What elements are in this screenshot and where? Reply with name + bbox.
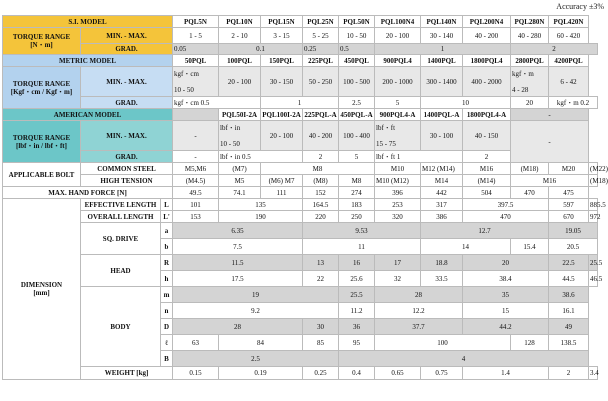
force-cell: 396	[375, 187, 421, 199]
dim-cell: 17.5	[173, 271, 303, 287]
force-cell: 152	[303, 187, 339, 199]
range-cell: 300 - 1400	[421, 67, 463, 97]
bolt-value: (M12)	[391, 176, 409, 185]
overall-length-label: OVERALL LENGTH	[81, 211, 161, 223]
force-cell: 74.1	[219, 187, 261, 199]
dim-cell: 4	[339, 351, 589, 367]
dim-cell: 30	[303, 319, 339, 335]
bolt-value: M10	[376, 176, 390, 185]
bolt-cell: (M18)	[511, 163, 549, 175]
bolt-cell: M8	[261, 163, 375, 175]
range-cell: 10 - 50	[339, 28, 375, 44]
high-tension-label: HIGH TENSION	[81, 175, 173, 187]
dim-cell: 85	[303, 335, 339, 351]
weight-cell: 0.65	[375, 367, 421, 380]
model-cell: PQL100N4	[375, 16, 421, 28]
range-cell	[173, 67, 219, 97]
metric-grad-label: GRAD.	[81, 97, 173, 109]
dim-cell: 2.5	[173, 351, 339, 367]
effective-length-label: EFFECTIVE LENGTH	[81, 199, 161, 211]
range-cell: 30 - 150	[261, 67, 303, 97]
weight-cell: 0.15	[173, 367, 219, 380]
symbol-cell: ℓ	[161, 335, 173, 351]
dim-cell: 885.5	[590, 200, 606, 209]
dim-cell: 46.5	[589, 271, 598, 287]
unit-label: kgf・cm	[174, 69, 199, 78]
metric-minmax-label: MIN. - MAX.	[81, 67, 173, 97]
spec-table	[2, 15, 608, 380]
range-value: 15 - 75	[376, 139, 396, 148]
hand-force-label: MAX. HAND FORCE [N]	[3, 187, 173, 199]
common-steel-label: COMMON STEEL	[81, 163, 173, 175]
dim-cell: 972	[590, 212, 601, 221]
range-cell: 5 - 25	[303, 28, 339, 44]
symbol-cell: n	[161, 303, 173, 319]
grad-cell: 2	[463, 151, 511, 163]
model-cell: 450PQL	[339, 55, 375, 67]
dim-cell: 14	[421, 239, 511, 255]
model-cell: PQL15N	[261, 16, 303, 28]
range-cell: 30 - 140	[421, 28, 463, 44]
grad-cell: kgf・m 0.2	[549, 97, 598, 109]
range-cell	[219, 121, 261, 151]
model-cell: PQL100I-2A	[262, 110, 301, 119]
dimension-label: DIMENSION [mm]	[3, 199, 81, 380]
grad-cell: 0.25	[303, 44, 339, 55]
dim-cell: 35	[463, 287, 549, 303]
grad-cell: 1	[375, 44, 511, 55]
bolt-cell: M14	[421, 175, 463, 187]
range-cell: 2 - 10	[219, 28, 261, 44]
symbol-cell: D	[161, 319, 173, 335]
dim-cell: 32	[375, 271, 421, 287]
range-cell	[375, 121, 421, 151]
grad-cell: 1	[261, 97, 339, 109]
dim-cell: 101	[173, 199, 219, 211]
symbol-cell: h	[161, 271, 173, 287]
dim-cell: 386	[421, 211, 463, 223]
dim-cell: 28	[173, 319, 303, 335]
range-cell: 40 - 200	[303, 121, 339, 151]
dim-cell: 20.5	[549, 239, 598, 255]
symbol-cell: L	[161, 199, 173, 211]
grad-cell: lbf・in 0.5	[219, 151, 303, 163]
symbol-cell: m	[161, 287, 173, 303]
range-cell: 60 - 420	[549, 28, 589, 44]
dim-cell: 19	[173, 287, 339, 303]
model-cell: 1400PQL	[421, 55, 463, 67]
weight-cell: 0.19	[219, 367, 303, 380]
accuracy-note: Accuracy ±3%	[556, 2, 604, 11]
dim-cell: 253	[375, 199, 421, 211]
dim-cell: 670	[549, 211, 589, 223]
bolt-value: M12	[422, 164, 436, 173]
bolt-cell: (M4.5)	[173, 175, 219, 187]
dim-cell: 28	[375, 287, 463, 303]
grad-cell: 5	[375, 97, 421, 109]
dim-cell: 7.5	[173, 239, 303, 255]
dim-cell: 33.5	[421, 271, 463, 287]
model-cell: 225PQL	[303, 55, 339, 67]
grad-cell: lbf・ft 1	[375, 151, 463, 163]
weight-cell: 0.25	[303, 367, 339, 380]
range-cell: 20 - 100	[375, 28, 421, 44]
force-cell: 475	[549, 187, 589, 199]
grad-cell: -	[173, 151, 219, 163]
model-cell: 225PQL-A	[304, 110, 337, 119]
bolt-cell: M5	[219, 175, 261, 187]
dim-cell: 190	[219, 211, 303, 223]
dim-cell: 135	[219, 199, 303, 211]
bolt-cell: M16	[511, 175, 589, 187]
force-cell: 49.5	[173, 187, 219, 199]
range-cell: 200 - 1000	[375, 67, 421, 97]
dim-cell: 220	[303, 211, 339, 223]
grad-cell: 2.5	[339, 97, 375, 109]
dim-cell: 183	[339, 199, 375, 211]
model-cell: 1400PQL-A	[421, 109, 463, 121]
bolt-cell: M8	[339, 175, 375, 187]
force-cell: 504	[463, 187, 511, 199]
dim-cell: 470	[463, 211, 549, 223]
bolt-value: (M6)	[268, 176, 283, 185]
american-minmax-label: MIN. - MAX.	[81, 121, 173, 151]
symbol-cell: R	[161, 255, 173, 271]
metric-model-label: METRIC MODEL	[3, 55, 173, 67]
force-cell: 442	[421, 187, 463, 199]
dim-cell: 16.1	[549, 303, 589, 319]
sq-drive-label: SQ. DRIVE	[81, 223, 161, 255]
model-cell: 100PQL	[219, 55, 261, 67]
model-cell: 900PQL4	[375, 55, 421, 67]
dim-cell: 17	[375, 255, 421, 271]
model-cell: 2800PQL	[511, 55, 549, 67]
metric-range-label: TORQUE RANGE [Kgf・cm / Kgf・m]	[3, 67, 81, 109]
model-cell: 900PQL4-A	[375, 109, 421, 121]
model-cell: PQL50N	[339, 16, 375, 28]
unit-label: lbf・in	[220, 123, 241, 132]
head-label: HEAD	[81, 255, 161, 287]
dim-cell: 12.2	[375, 303, 463, 319]
force-cell: 470	[511, 187, 549, 199]
dim-cell: 84	[219, 335, 303, 351]
dim-cell: 25.5	[339, 287, 375, 303]
model-cell: 50PQL	[173, 55, 219, 67]
bolt-value: (M14)	[437, 164, 455, 173]
dim-cell: 38.4	[463, 271, 549, 287]
dim-cell: 44.2	[463, 319, 549, 335]
bolt-cell: (M7)	[219, 163, 261, 175]
american-grad-label: GRAD.	[81, 151, 173, 163]
dim-cell: 11	[303, 239, 421, 255]
dim-cell: 138.5	[549, 335, 589, 351]
dim-cell: 15.4	[511, 239, 549, 255]
bolt-cell	[261, 175, 303, 187]
range-cell: 20 - 100	[261, 121, 303, 151]
model-cell: PQL5N	[173, 16, 219, 28]
dim-cell: 63	[173, 335, 219, 351]
dim-cell: 25.6	[339, 271, 375, 287]
model-cell: PQL10N	[219, 16, 261, 28]
bolt-cell: (M18)	[590, 176, 608, 185]
weight-label: WEIGHT [kg]	[81, 367, 173, 380]
unit-label: lbf・ft	[376, 123, 396, 132]
dim-cell: 15	[463, 303, 549, 319]
range-cell: 40 - 150	[463, 121, 511, 151]
dim-cell: 13	[303, 255, 339, 271]
model-cell: 150PQL	[261, 55, 303, 67]
dim-cell: 44.5	[549, 271, 589, 287]
weight-cell: 0.4	[339, 367, 375, 380]
range-cell: 6 - 42	[549, 67, 589, 97]
body-label: BODY	[81, 287, 161, 367]
dim-cell: 49	[549, 319, 589, 335]
grad-cell: 0.1	[219, 44, 303, 55]
model-cell: PQL25N	[303, 16, 339, 28]
range-value: 10 - 50	[220, 139, 240, 148]
range-cell	[511, 67, 549, 97]
dim-cell: 6.35	[173, 223, 303, 239]
dim-cell: 250	[339, 211, 375, 223]
grad-cell: 5	[339, 151, 375, 163]
american-range-label: TORQUE RANGE [lbf・in / lbf・ft]	[3, 121, 81, 163]
model-cell: PQL140N	[421, 16, 463, 28]
model-cell	[173, 109, 219, 121]
dim-cell: 18.8	[421, 255, 463, 271]
dim-cell: 22	[303, 271, 339, 287]
dim-cell: 19.05	[549, 223, 598, 239]
bolt-label: APPLICABLE BOLT	[3, 163, 81, 187]
grad-cell: kgf・cm 0.5	[173, 97, 261, 109]
model-cell: 1800PQL4-A	[463, 109, 511, 121]
model-cell: PQL50I-2A	[219, 109, 261, 121]
bolt-cell: M20	[549, 163, 589, 175]
range-cell: 40 - 200	[463, 28, 511, 44]
bolt-cell: M10	[375, 163, 421, 175]
range-cell: -	[511, 121, 589, 163]
dim-cell: 22.5	[549, 255, 589, 271]
bolt-cell: M16	[463, 163, 511, 175]
force-cell: 274	[339, 187, 375, 199]
model-cell: PQL420N	[549, 16, 589, 28]
dim-cell: 397.5	[463, 199, 549, 211]
dim-cell: 37.7	[375, 319, 463, 335]
weight-cell: 0.75	[421, 367, 463, 380]
model-cell: -	[511, 109, 589, 121]
weight-cell: 2	[549, 367, 589, 380]
grad-cell: 0.5	[339, 44, 375, 55]
dim-cell: 20	[463, 255, 549, 271]
model-cell: 1800PQL4	[463, 55, 511, 67]
symbol-cell: b	[161, 239, 173, 255]
bolt-cell: (M14)	[463, 175, 511, 187]
dim-cell: 9.53	[303, 223, 421, 239]
bolt-cell: (M8)	[303, 175, 339, 187]
dim-cell: 11.2	[339, 303, 375, 319]
dim-cell: 95	[339, 335, 375, 351]
range-cell: -	[173, 121, 219, 151]
dim-cell: 153	[173, 211, 219, 223]
dim-cell: 12.7	[421, 223, 549, 239]
model-cell: PQL280N	[511, 16, 549, 28]
dim-cell: 36	[339, 319, 375, 335]
dim-cell: 164.5	[303, 199, 339, 211]
range-cell: 3 - 15	[261, 28, 303, 44]
dim-cell: 11.5	[173, 255, 303, 271]
bolt-cell: M5,M6	[173, 163, 219, 175]
model-cell: 4200PQL	[549, 55, 589, 67]
range-cell: 100 - 500	[339, 67, 375, 97]
grad-cell: 0.05	[173, 44, 219, 55]
dim-cell: 320	[375, 211, 421, 223]
range-cell: 1 - 5	[173, 28, 219, 44]
symbol-cell: a	[161, 223, 173, 239]
bolt-cell: (M22)	[590, 164, 608, 173]
dim-cell: 597	[549, 199, 589, 211]
range-value: 4 - 28	[512, 85, 529, 94]
dim-cell: 317	[421, 199, 463, 211]
dim-cell: 38.6	[549, 287, 589, 303]
dim-cell: 16	[339, 255, 375, 271]
range-cell: 20 - 100	[219, 67, 261, 97]
si-model-label: S.I. MODEL	[3, 16, 173, 28]
weight-cell: 3.4	[589, 367, 598, 380]
si-range-label: TORQUE RANGE [N・m]	[3, 28, 81, 55]
force-cell: 111	[261, 187, 303, 199]
dim-cell: 9.2	[173, 303, 339, 319]
bolt-cell	[421, 163, 463, 175]
si-grad-label: GRAD.	[81, 44, 173, 55]
dim-cell: 100	[375, 335, 511, 351]
grad-cell: 10	[421, 97, 511, 109]
range-cell: 40 - 280	[511, 28, 549, 44]
si-minmax-label: MIN. - MAX.	[81, 28, 173, 44]
model-cell: 450PQL-A	[340, 110, 373, 119]
range-cell: 30 - 100	[421, 121, 463, 151]
grad-cell: 2	[303, 151, 339, 163]
symbol-cell: B	[161, 351, 173, 367]
symbol-cell: L'	[161, 211, 173, 223]
range-value: 10 - 50	[174, 85, 194, 94]
american-model-label: AMERICAN MODEL	[3, 109, 173, 121]
model-cell: PQL200N4	[463, 16, 511, 28]
range-cell: 100 - 400	[339, 121, 375, 151]
range-cell: 50 - 250	[303, 67, 339, 97]
dim-cell: 25.5	[589, 255, 598, 271]
grad-cell: 20	[511, 97, 549, 109]
bolt-cell	[375, 175, 421, 187]
grad-cell: 2	[511, 44, 598, 55]
bolt-value: M7	[284, 176, 295, 185]
dim-cell: 128	[511, 335, 549, 351]
unit-label: kgf・m	[512, 69, 534, 78]
si-model-row	[3, 16, 598, 28]
weight-cell: 1.4	[463, 367, 549, 380]
range-cell: 400 - 2000	[463, 67, 511, 97]
